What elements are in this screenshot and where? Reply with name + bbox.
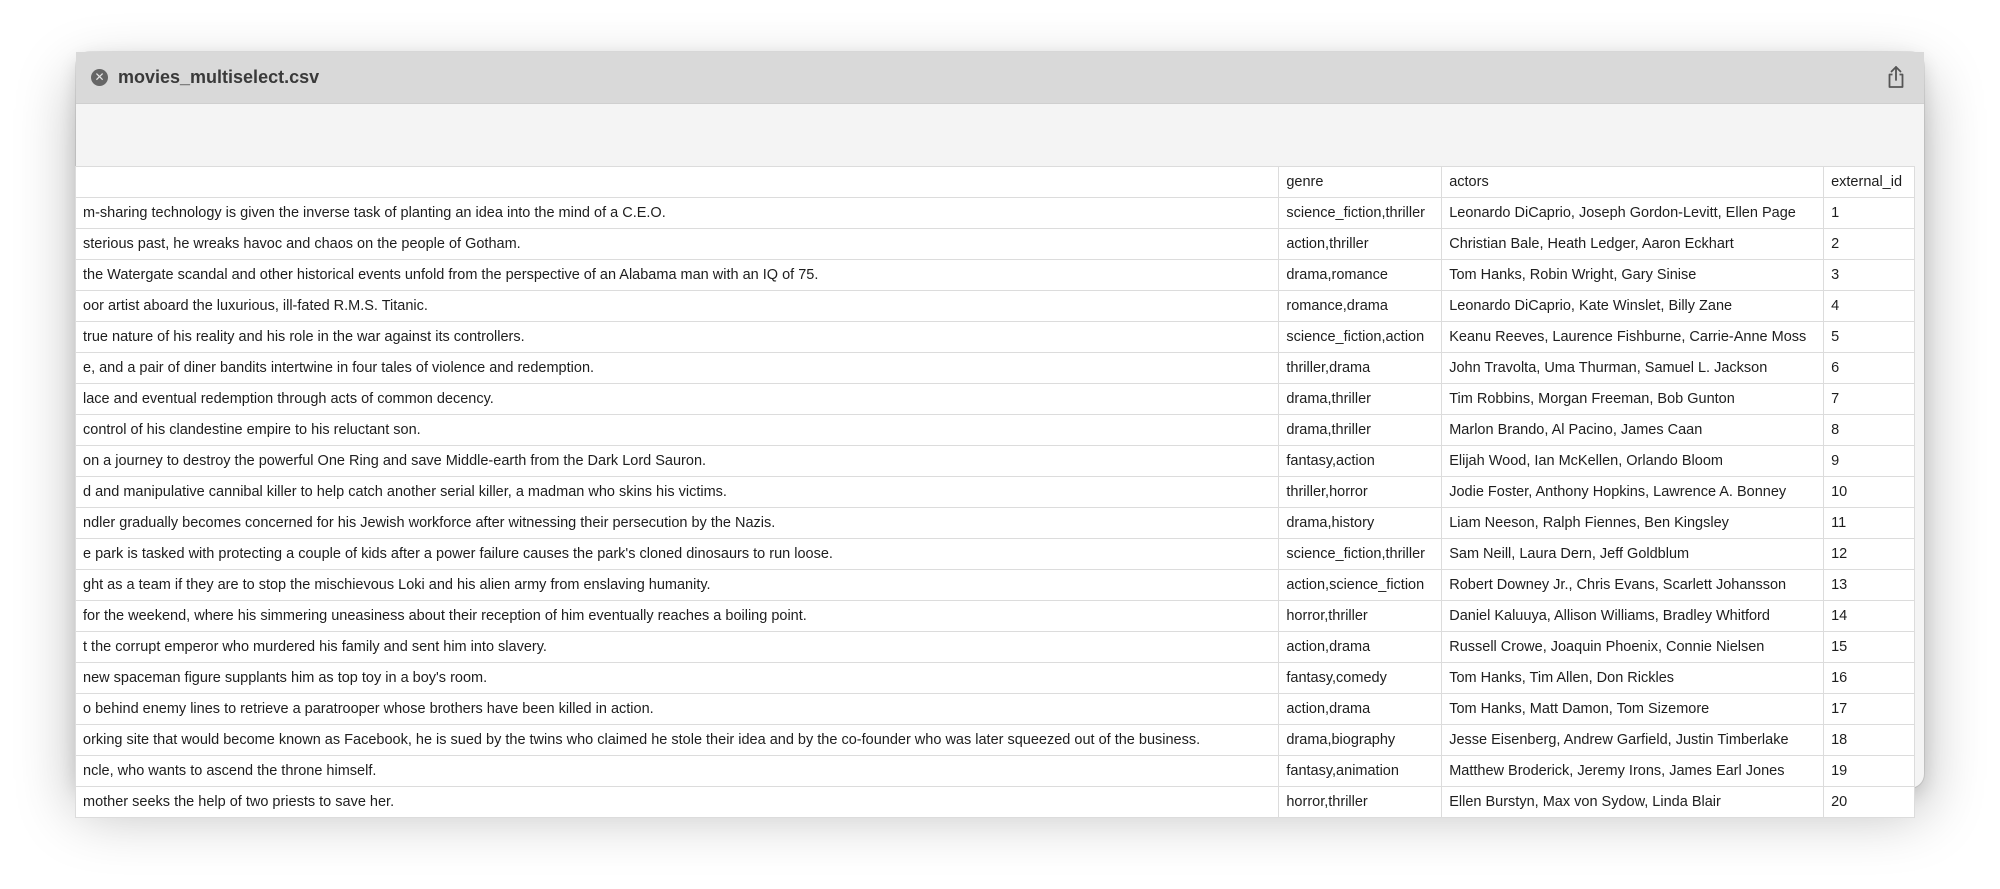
description-text: ncle, who wants to ascend the throne himself. (83, 763, 377, 779)
table-row (76, 291, 1915, 322)
table-row (76, 787, 1915, 818)
description-cell (76, 539, 1279, 570)
actors-cell: Tim Robbins, Morgan Freeman, Bob Gunton (1442, 384, 1824, 415)
genre-cell: thriller,drama (1279, 353, 1442, 384)
table-row (76, 353, 1915, 384)
column-header-description (76, 167, 1279, 198)
description-text: the Watergate scandal and other historical events unfold from the perspective of an Alabama man with an IQ of 75. (83, 267, 819, 283)
table-row (76, 322, 1915, 353)
description-text: on a journey to destroy the powerful One Ring and save Middle-earth from the Dark Lord Sauron. (83, 453, 707, 469)
description-cell (76, 477, 1279, 508)
description-cell (76, 384, 1279, 415)
description-text: sterious past, he wreaks havoc and chaos on the people of Gotham. (83, 236, 521, 252)
external-id-cell: 18 (1824, 725, 1915, 756)
external-id-cell: 1 (1824, 198, 1915, 229)
actors-cell: Robert Downey Jr., Chris Evans, Scarlett Johansson (1442, 570, 1824, 601)
actors-cell: Leonardo DiCaprio, Joseph Gordon-Levitt, Ellen Page (1442, 198, 1824, 229)
actors-cell: Sam Neill, Laura Dern, Jeff Goldblum (1442, 539, 1824, 570)
description-cell (76, 601, 1279, 632)
table-row (76, 756, 1915, 787)
genre-cell: action,thriller (1279, 229, 1442, 260)
actors-cell: Matthew Broderick, Jeremy Irons, James Earl Jones (1442, 756, 1824, 787)
genre-cell: horror,thriller (1279, 787, 1442, 818)
table-row (76, 229, 1915, 260)
genre-cell: science_fiction,thriller (1279, 539, 1442, 570)
table-row (76, 694, 1915, 725)
table-row (76, 477, 1915, 508)
actors-cell: Christian Bale, Heath Ledger, Aaron Eckhart (1442, 229, 1824, 260)
genre-cell: action,drama (1279, 694, 1442, 725)
description-text: new spaceman figure supplants him as top toy in a boy's room. (83, 670, 488, 686)
table-row (76, 663, 1915, 694)
genre-cell: thriller,horror (1279, 477, 1442, 508)
external-id-cell: 20 (1824, 787, 1915, 818)
external-id-cell: 14 (1824, 601, 1915, 632)
title-bar (76, 52, 1924, 104)
table-row (76, 384, 1915, 415)
genre-cell: action,drama (1279, 632, 1442, 663)
external-id-cell: 11 (1824, 508, 1915, 539)
description-text: for the weekend, where his simmering uneasiness about their reception of him eventually reaches a boiling point. (83, 608, 807, 624)
genre-cell: drama,thriller (1279, 415, 1442, 446)
description-cell (76, 322, 1279, 353)
actors-cell: Jodie Foster, Anthony Hopkins, Lawrence A. Bonney (1442, 477, 1824, 508)
description-text: ght as a team if they are to stop the mischievous Loki and his alien army from enslaving humanity. (83, 577, 711, 593)
table-row (76, 260, 1915, 291)
external-id-cell: 7 (1824, 384, 1915, 415)
description-cell (76, 260, 1279, 291)
description-cell (76, 353, 1279, 384)
actors-cell: Jesse Eisenberg, Andrew Garfield, Justin Timberlake (1442, 725, 1824, 756)
description-cell (76, 632, 1279, 663)
genre-cell: science_fiction,action (1279, 322, 1442, 353)
description-text: ndler gradually becomes concerned for his Jewish workforce after witnessing their persecution by the Nazis. (83, 515, 776, 531)
genre-cell: fantasy,comedy (1279, 663, 1442, 694)
description-cell (76, 570, 1279, 601)
description-cell (76, 694, 1279, 725)
description-cell (76, 787, 1279, 818)
actors-cell: Tom Hanks, Robin Wright, Gary Sinise (1442, 260, 1824, 291)
genre-cell: drama,biography (1279, 725, 1442, 756)
actors-cell: Russell Crowe, Joaquin Phoenix, Connie Nielsen (1442, 632, 1824, 663)
table-row (76, 570, 1915, 601)
column-header-actors: actors (1442, 167, 1824, 198)
external-id-cell: 5 (1824, 322, 1915, 353)
description-cell (76, 446, 1279, 477)
description-cell (76, 663, 1279, 694)
table-row (76, 725, 1915, 756)
column-header-external-id: external_id (1824, 167, 1915, 198)
window-title: movies_multiselect.csv (118, 67, 320, 87)
actors-cell: Daniel Kaluuya, Allison Williams, Bradley Whitford (1442, 601, 1824, 632)
actors-cell: Liam Neeson, Ralph Fiennes, Ben Kingsley (1442, 508, 1824, 539)
table-body (76, 198, 1915, 818)
description-text: oor artist aboard the luxurious, ill-fated R.M.S. Titanic. (83, 298, 428, 314)
column-header-genre: genre (1279, 167, 1442, 198)
genre-cell: drama,thriller (1279, 384, 1442, 415)
header-row (76, 167, 1915, 198)
genre-cell: fantasy,action (1279, 446, 1442, 477)
description-text: control of his clandestine empire to his reluctant son. (83, 422, 421, 438)
external-id-cell: 16 (1824, 663, 1915, 694)
description-text: e, and a pair of diner bandits intertwine in four tales of violence and redemption. (83, 360, 595, 376)
genre-cell: romance,drama (1279, 291, 1442, 322)
table-row (76, 446, 1915, 477)
external-id-cell: 10 (1824, 477, 1915, 508)
table-row (76, 632, 1915, 663)
external-id-cell: 12 (1824, 539, 1915, 570)
genre-cell: horror,thriller (1279, 601, 1442, 632)
description-text: mother seeks the help of two priests to save her. (83, 794, 395, 810)
actors-cell: Ellen Burstyn, Max von Sydow, Linda Blair (1442, 787, 1824, 818)
description-text: true nature of his reality and his role in the war against its controllers. (83, 329, 525, 345)
description-text: lace and eventual redemption through acts of common decency. (83, 391, 494, 407)
actors-cell: Marlon Brando, Al Pacino, James Caan (1442, 415, 1824, 446)
table-row (76, 601, 1915, 632)
genre-cell: fantasy,animation (1279, 756, 1442, 787)
description-cell (76, 198, 1279, 229)
external-id-cell: 17 (1824, 694, 1915, 725)
external-id-cell: 4 (1824, 291, 1915, 322)
genre-cell: drama,romance (1279, 260, 1442, 291)
preview-window (76, 52, 1924, 810)
actors-cell: Tom Hanks, Matt Damon, Tom Sizemore (1442, 694, 1824, 725)
table-row (76, 415, 1915, 446)
actors-cell: Tom Hanks, Tim Allen, Don Rickles (1442, 663, 1824, 694)
genre-cell: drama,history (1279, 508, 1442, 539)
description-cell (76, 756, 1279, 787)
external-id-cell: 2 (1824, 229, 1915, 260)
description-text: m-sharing technology is given the inverse task of planting an idea into the mind of a C.E.O. (83, 205, 666, 221)
description-text: orking site that would become known as Facebook, he is sued by the twins who claimed he stole their idea and by the co-founder who was later squeezed out of the business. (83, 732, 1201, 748)
share-icon[interactable] (1884, 64, 1908, 90)
actors-cell: Keanu Reeves, Laurence Fishburne, Carrie-Anne Moss (1442, 322, 1824, 353)
table-row (76, 539, 1915, 570)
description-cell (76, 415, 1279, 446)
description-text: e park is tasked with protecting a couple of kids after a power failure causes the park's cloned dinosaurs to run loose. (83, 546, 833, 562)
external-id-cell: 9 (1824, 446, 1915, 477)
actors-cell: Elijah Wood, Ian McKellen, Orlando Bloom (1442, 446, 1824, 477)
description-text: o behind enemy lines to retrieve a paratrooper whose brothers have been killed in action. (83, 701, 654, 717)
external-id-cell: 13 (1824, 570, 1915, 601)
table-row (76, 198, 1915, 229)
description-text: d and manipulative cannibal killer to help catch another serial killer, a madman who skins his victims. (83, 484, 727, 500)
external-id-cell: 19 (1824, 756, 1915, 787)
genre-cell: science_fiction,thriller (1279, 198, 1442, 229)
external-id-cell: 6 (1824, 353, 1915, 384)
external-id-cell: 8 (1824, 415, 1915, 446)
csv-table (75, 166, 1915, 818)
close-circle-icon[interactable]: ✕ (91, 69, 108, 86)
description-cell (76, 508, 1279, 539)
genre-cell: action,science_fiction (1279, 570, 1442, 601)
table-row (76, 508, 1915, 539)
actors-cell: John Travolta, Uma Thurman, Samuel L. Jackson (1442, 353, 1824, 384)
external-id-cell: 15 (1824, 632, 1915, 663)
description-cell (76, 291, 1279, 322)
external-id-cell: 3 (1824, 260, 1915, 291)
description-cell (76, 725, 1279, 756)
csv-content-area[interactable] (76, 104, 1916, 810)
description-text: t the corrupt emperor who murdered his family and sent him into slavery. (83, 639, 547, 655)
actors-cell: Leonardo DiCaprio, Kate Winslet, Billy Zane (1442, 291, 1824, 322)
description-cell (76, 229, 1279, 260)
